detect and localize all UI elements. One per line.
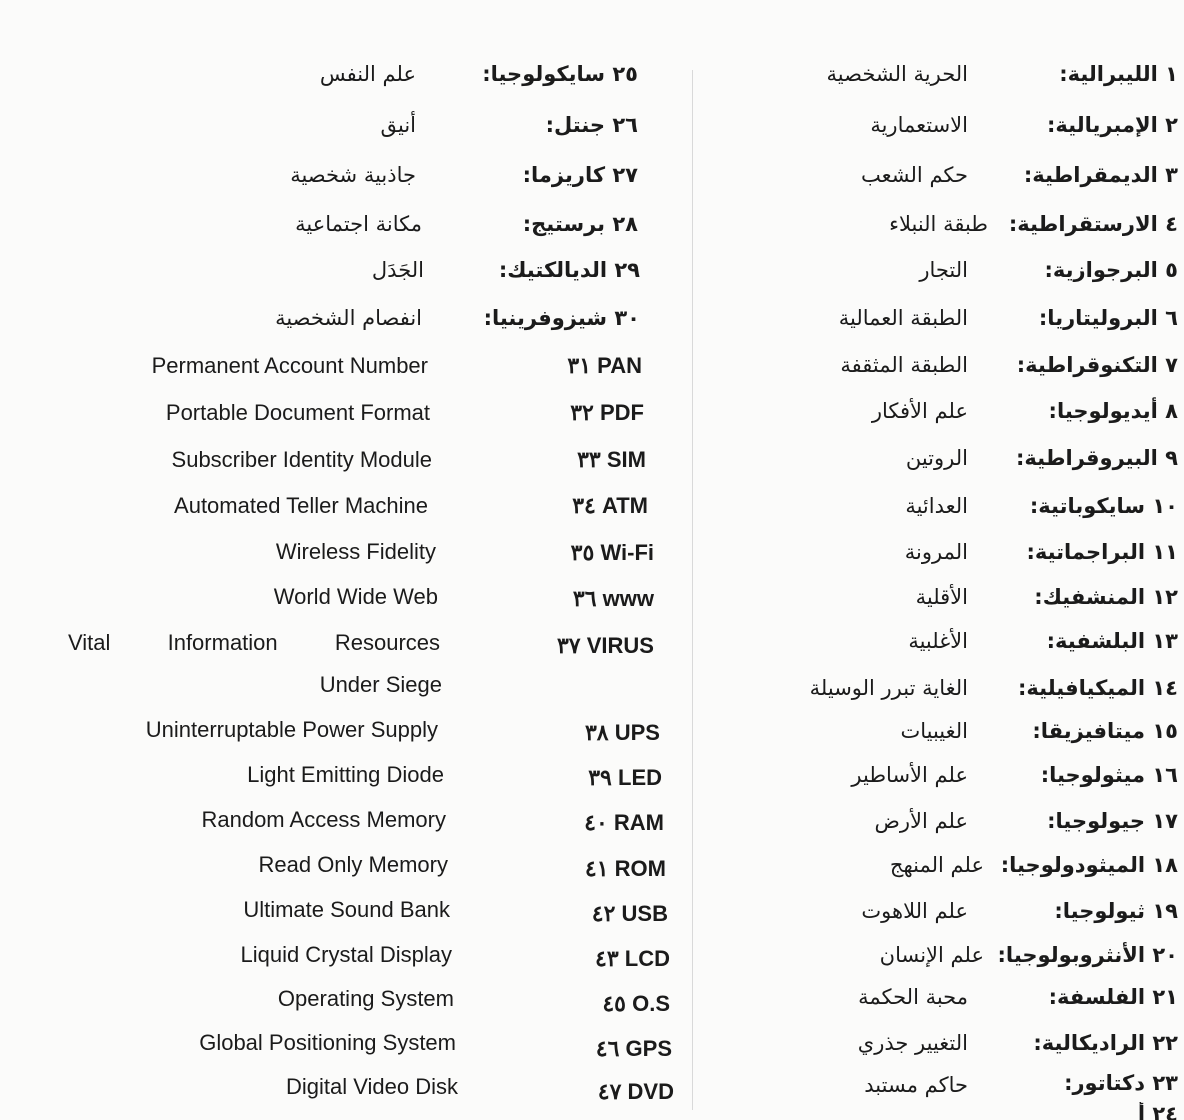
meaning-29: الجَدَل xyxy=(371,258,424,282)
term-22: ٢٢ الراديكالية: xyxy=(1033,1031,1178,1055)
term-13: ١٣ البلشفية: xyxy=(1046,629,1178,653)
abbr-pdf-full: Portable Document Format xyxy=(165,400,430,425)
meaning-1: الحرية الشخصية xyxy=(826,62,968,86)
abbr-usb-full: Ultimate Sound Bank xyxy=(243,897,450,922)
abbr-usb: USB ٤٢ xyxy=(591,901,668,926)
term-21: ٢١ الفلسفة: xyxy=(1048,985,1178,1009)
meaning-3: حكم الشعب xyxy=(861,163,968,187)
term-1: ١ الليبرالية: xyxy=(1059,62,1178,86)
abbr-dvd-full: Digital Video Disk xyxy=(285,1074,458,1099)
meaning-5: التجار xyxy=(919,258,968,282)
term-16: ١٦ ميثولوجيا: xyxy=(1040,763,1178,787)
abbr-wifi: Wi-Fi ٣٥ xyxy=(570,540,654,565)
abbr-virus-full-cont: Under Siege xyxy=(319,672,442,697)
term-7: ٧ التكنوقراطية: xyxy=(1016,353,1178,377)
term-23: ٢٣ دكتاتور: xyxy=(1064,1071,1178,1095)
abbr-os-full: Operating System xyxy=(277,986,454,1011)
term-2: ٢ الإمبريالية: xyxy=(1047,113,1178,137)
term-19: ١٩ ثيولوجيا: xyxy=(1054,899,1178,923)
meaning-27: جاذبية شخصية xyxy=(290,163,416,187)
meaning-13: الأغلبية xyxy=(908,629,968,653)
meaning-9: الروتين xyxy=(905,446,968,470)
abbr-www: www ٣٦ xyxy=(572,586,654,611)
abbr-rom-full: Read Only Memory xyxy=(258,852,448,877)
term-5: ٥ البرجوازية: xyxy=(1044,258,1178,282)
meaning-10: العدائية xyxy=(905,494,968,518)
meaning-16: علم الأساطير xyxy=(851,763,968,787)
abbr-www-full: World Wide Web xyxy=(273,584,438,609)
meaning-17: علم الأرض xyxy=(874,809,968,833)
abbr-virus-word-3: Resources xyxy=(334,630,440,655)
meaning-11: المرونة xyxy=(904,540,968,564)
abbr-lcd: LCD ٤٣ xyxy=(595,946,670,971)
abbr-lcd-full: Liquid Crystal Display xyxy=(240,942,452,967)
abbr-dvd: DVD ٤٧ xyxy=(597,1079,674,1104)
abbr-virus-word-1: Vital xyxy=(68,630,111,655)
term-8: ٨ أيديولوجيا: xyxy=(1048,399,1178,423)
abbr-pan: PAN ٣١ xyxy=(567,353,642,378)
meaning-26: أنيق xyxy=(380,113,416,137)
abbr-led-full: Light Emitting Diode xyxy=(247,762,444,787)
meaning-14: الغاية تبرر الوسيلة xyxy=(809,676,968,700)
term-15: ١٥ ميتافيزيقا: xyxy=(1032,719,1178,743)
abbr-gps-full: Global Positioning System xyxy=(199,1030,456,1055)
meaning-25: علم النفس xyxy=(319,62,416,86)
meaning-7: الطبقة المثقفة xyxy=(840,353,968,377)
term-29: ٢٩ الديالكتيك: xyxy=(498,258,640,282)
term-27: ٢٧ كاريزما: xyxy=(522,163,638,187)
column-divider xyxy=(692,70,693,1110)
abbr-rom: ROM ٤١ xyxy=(584,856,666,881)
meaning-21: محبة الحكمة xyxy=(858,985,968,1009)
term-9: ٩ البيروقراطية: xyxy=(1016,446,1178,470)
meaning-30: انفصام الشخصية xyxy=(275,306,422,330)
term-26: ٢٦ جنتل: xyxy=(545,113,638,137)
meaning-8: علم الأفكار xyxy=(871,399,968,423)
term-11: ١١ البراجماتية: xyxy=(1026,540,1178,564)
term-4: ٤ الارستقراطية: xyxy=(1008,212,1178,236)
abbr-wifi-full: Wireless Fidelity xyxy=(275,539,436,564)
abbr-pdf: PDF ٣٢ xyxy=(570,400,644,425)
term-10: ١٠ سايكوباتية: xyxy=(1029,494,1178,518)
term-18: ١٨ الميثودولوجيا: xyxy=(1000,853,1178,877)
term-24-cutoff: ٢٤ أ xyxy=(1137,1102,1178,1120)
abbr-atm-full: Automated Teller Machine xyxy=(174,493,428,518)
abbr-led: LED ٣٩ xyxy=(588,765,662,790)
abbr-ram-full: Random Access Memory xyxy=(201,807,446,832)
term-20: ٢٠ الأنثروبولوجيا: xyxy=(997,943,1178,967)
meaning-6: الطبقة العمالية xyxy=(838,306,968,330)
abbr-ups: UPS ٣٨ xyxy=(584,720,660,745)
term-14: ١٤ الميكيافيلية: xyxy=(1018,676,1178,700)
term-28: ٢٨ برستيج: xyxy=(522,212,638,236)
abbr-sim-full: Subscriber Identity Module xyxy=(171,447,432,472)
term-6: ٦ البروليتاريا: xyxy=(1038,306,1178,330)
term-25: ٢٥ سايكولوجيا: xyxy=(482,62,638,86)
meaning-20: علم الإنسان xyxy=(879,943,984,967)
term-30: ٣٠ شيزوفرينيا: xyxy=(483,306,640,330)
term-17: ١٧ جيولوجيا: xyxy=(1047,809,1178,833)
meaning-22: التغيير جذري xyxy=(857,1031,968,1055)
term-12: ١٢ المنشفيك: xyxy=(1034,585,1178,609)
abbr-virus-full xyxy=(68,630,440,656)
meaning-12: الأقلية xyxy=(915,585,968,609)
abbr-atm: ATM ٣٤ xyxy=(572,493,648,518)
meaning-4: طبقة النبلاء xyxy=(889,212,988,236)
abbr-sim: SIM ٣٣ xyxy=(577,447,646,472)
meaning-28: مكانة اجتماعية xyxy=(295,212,422,236)
meaning-18: علم المنهج xyxy=(889,853,984,877)
abbr-gps: GPS ٤٦ xyxy=(595,1036,672,1061)
abbr-ram: RAM ٤٠ xyxy=(584,810,664,835)
meaning-23: حاكم مستبد xyxy=(864,1073,968,1097)
abbr-virus: VIRUS ٣٧ xyxy=(556,633,654,658)
meaning-2: الاستعمارية xyxy=(870,113,968,137)
abbr-virus-word-2: Information xyxy=(167,630,278,655)
meaning-15: الغيبيات xyxy=(900,719,968,743)
abbr-pan-full: Permanent Account Number xyxy=(151,353,428,378)
abbr-ups-full: Uninterruptable Power Supply xyxy=(145,717,438,742)
meaning-19: علم اللاهوت xyxy=(861,899,968,923)
term-3: ٣ الديمقراطية: xyxy=(1023,163,1178,187)
abbr-os: O.S ٤٥ xyxy=(602,991,670,1016)
